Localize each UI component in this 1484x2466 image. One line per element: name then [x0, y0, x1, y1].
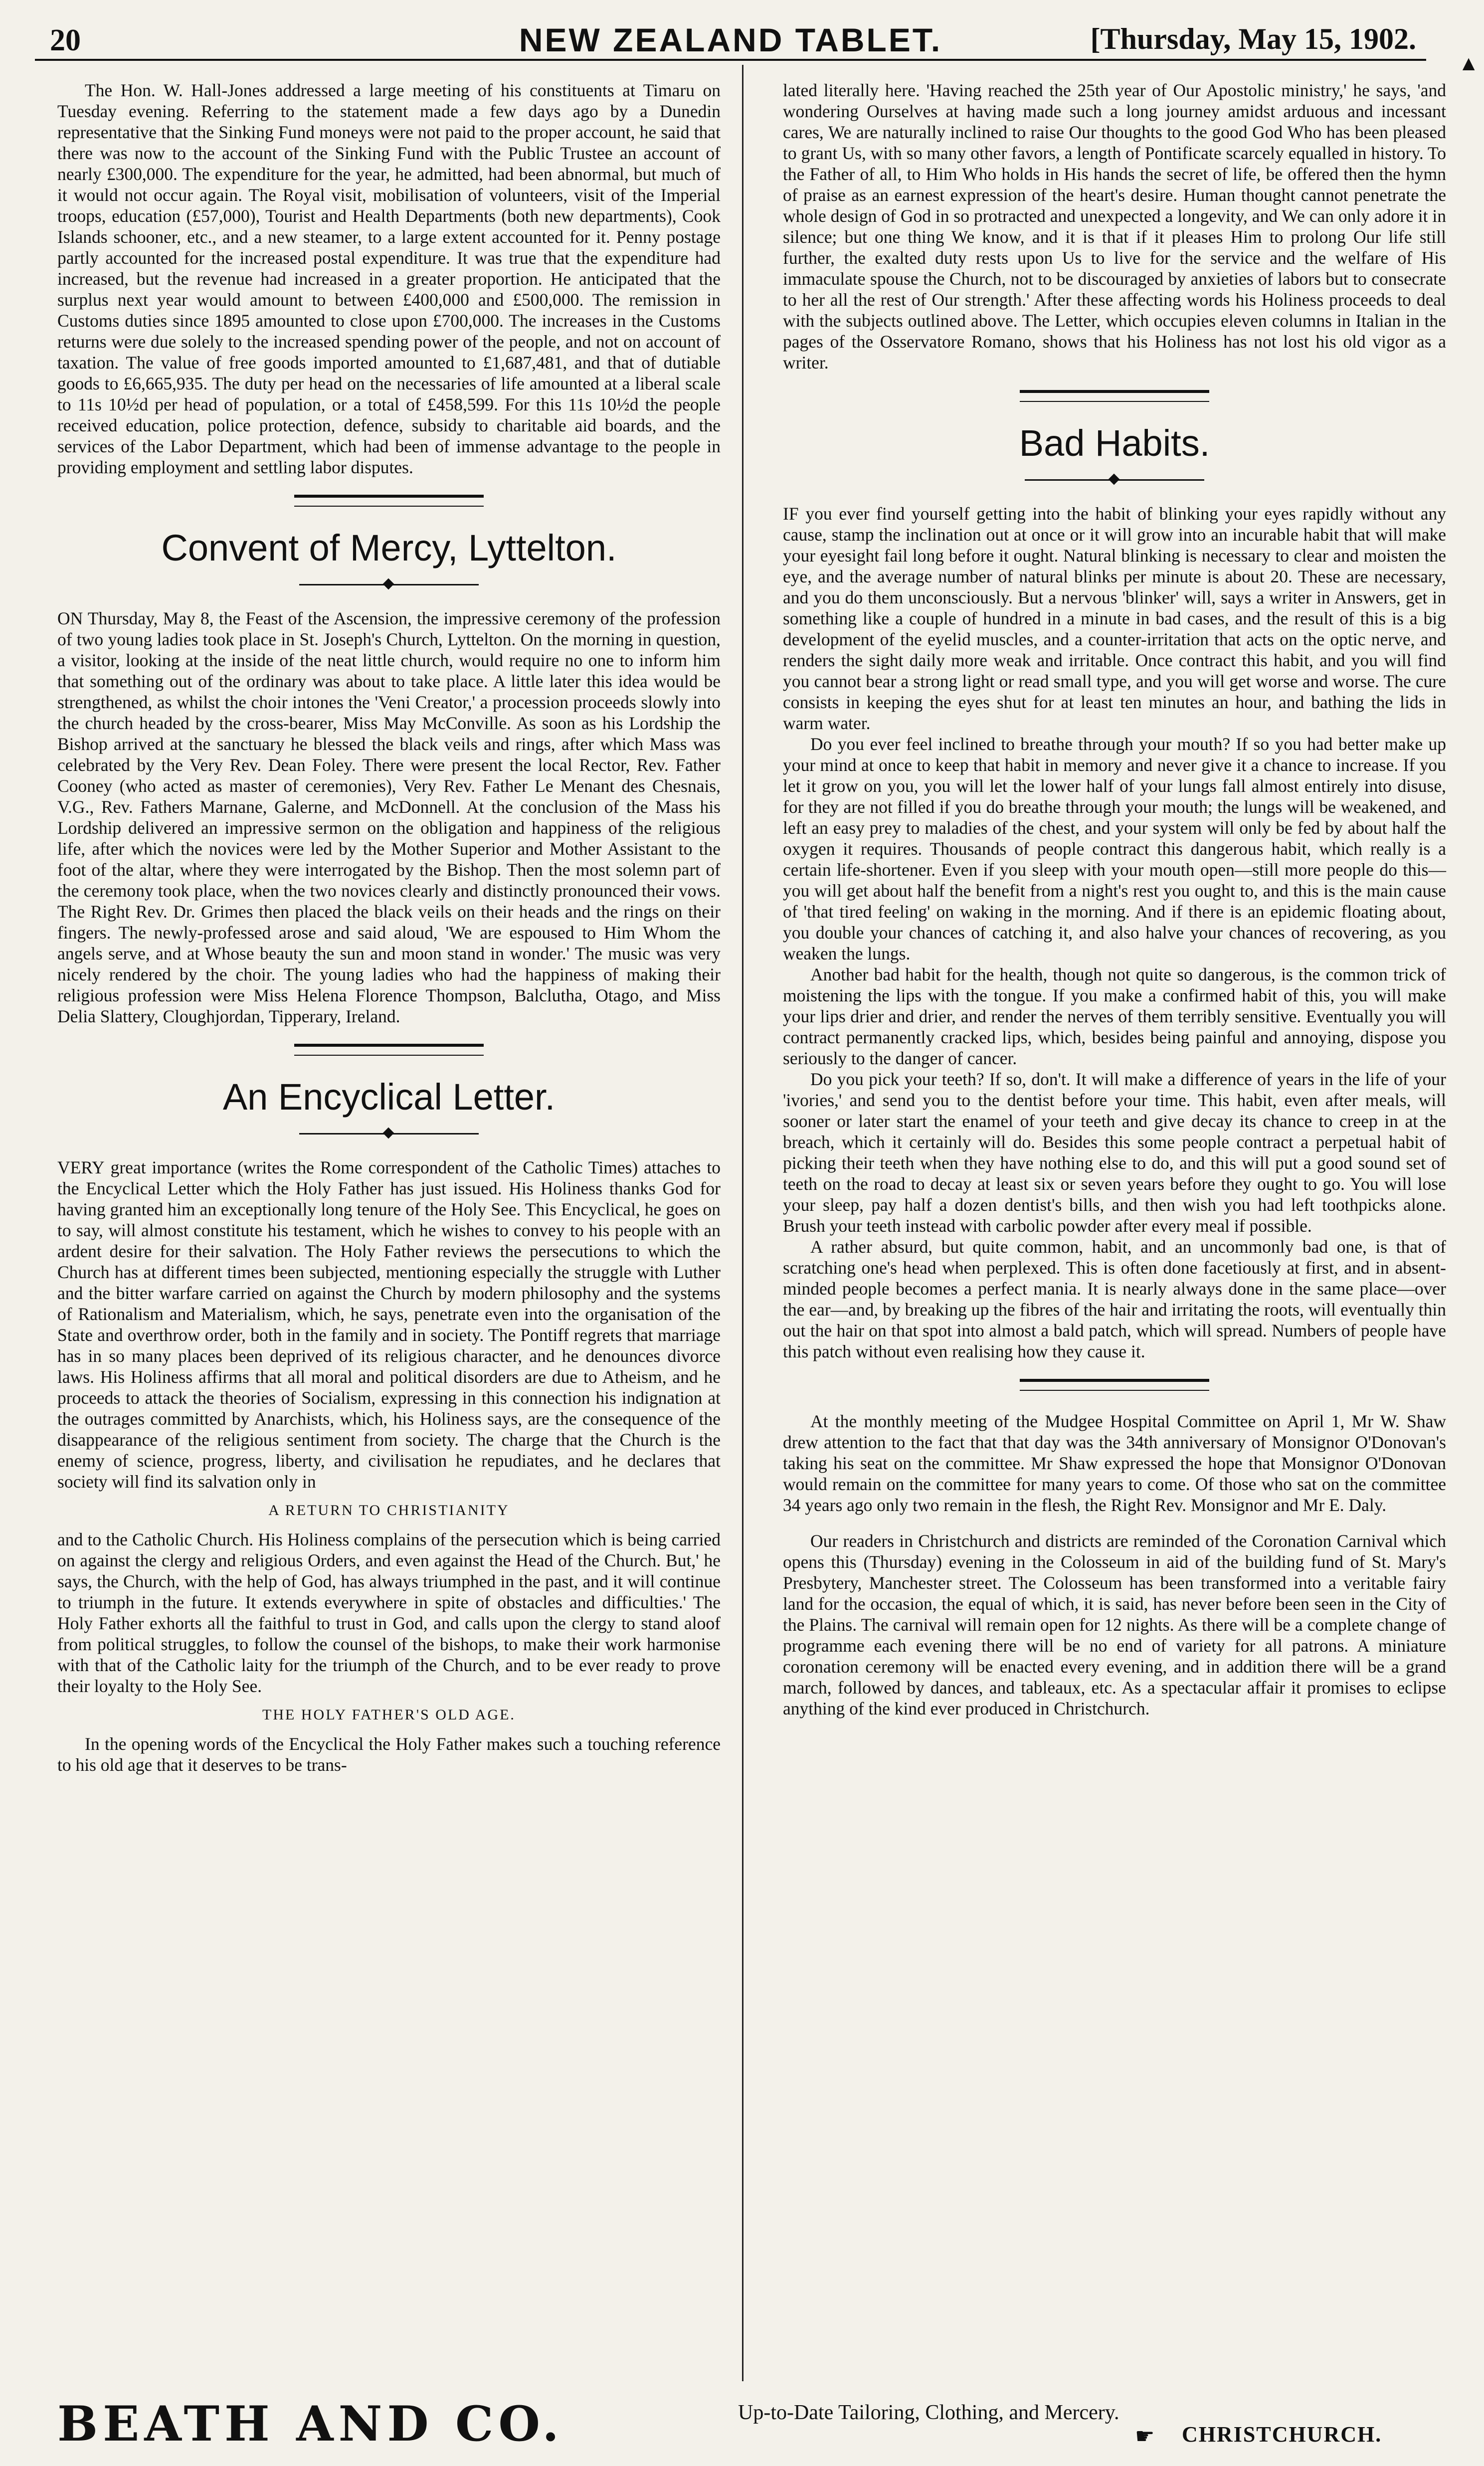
diamond-rule [1025, 474, 1204, 485]
margin-mark-icon: ▲ [1458, 52, 1479, 75]
section-rule [1020, 1379, 1209, 1391]
article-mudgee [783, 1411, 1446, 1516]
article-carnival [783, 1530, 1446, 1719]
article-encyclical-continued [783, 80, 1446, 373]
article-body: At the monthly meeting of the Mudgee Hospital Committee on April 1, Mr W. Shaw drew attention to the fact that that day was the 34th anniversary of Monsignor O'Donovan's taking his seat on the committee. Mr Shaw expressed the hope that Monsignor O'Donovan would remain on the committee for many years to come. Of those who sat on the committee 34 years ago only two remain in the flesh, the Right Rev. Monsignor and Mr E. Daly. [783, 1411, 1446, 1515]
advertiser-tagline: Up-to-Date Tailoring, Clothing, and Mercery. [738, 2401, 1119, 2424]
article-body: Our readers in Christchurch and districts are reminded of the Coronation Carnival which opens this (Thursday) evening in the Colosseum in aid of the building fund of St. Mary's Presbytery, Manchester street. The Colosseum has been transformed into a veritable fairy land for the occasion, the equal of which, it is said, has never before been seen in the City of the Plains. The carnival will remain open for 12 nights. As there will be a complete change of programme each evening there will be no end of variety for all patrons. A miniature coronation ceremony will be enacted every evening, and in addition there will be a grand march, followed by dances, and tableaux, etc. As a spectacular affair it promises to eclipse anything of the kind ever produced in Christchurch. [783, 1531, 1446, 1718]
diamond-icon [383, 1128, 394, 1139]
diamond-rule [299, 1128, 479, 1139]
article-body: In the opening words of the Encyclical the Holy Father makes such a touching reference to his old age that it deserves to be trans- [57, 1734, 721, 1775]
article-bad-habits [783, 503, 1446, 1362]
lead-word: IF [783, 504, 799, 524]
article-encyclical [57, 1157, 721, 1775]
headline-convent: Convent of Mercy, Lyttelton. [161, 527, 617, 569]
article-body: A rather absurd, but quite common, habit, and an uncommonly bad one, is that of scratching one's head when perplexed. This is often done facetiously at first, and in absent-minded people becomes a perfect mania. It is nearly always done in the same place—over the ear—and, by breaking up the fibres of the hair and irritating the roots, will eventually thin out the hair on that spot into almost a bald patch, which will spread. Numbers of people have this patch without even realising how they cause it. [783, 1237, 1446, 1361]
section-rule [294, 495, 484, 507]
article-convent [57, 608, 721, 1027]
page-number: 20 [50, 23, 81, 57]
article-body: you ever find yourself getting into the habit of blinking your eyes rapidly without any cause, stamp the inclination out at once or it will grow into an incurable habit that will make your eyesight fail long before it ought. Natural blinking is necessary to clear and moisten the eye, and the average number of natural blinks per minute is about 20. These are necessary, and you do them unconsciously. But a nervous 'blinker' will, says a writer in Answers, get in something like a couple of hundred in a minute in bad cases, and the result of this is a big development of the eyelid muscles, and a counter-irritation that acts on the optic nerve, and renders the sight daily more weak and irritable. Once contract this habit, and you will find you cannot bear a strong light or read small type, and you will get worse and worse. The cure consists in keeping the eyes shut for at least ten minutes an hour, and bathing the lids in warm water. [783, 504, 1447, 733]
article-body: great importance (writes the Rome correspondent of the Catholic Times) attaches to the Encyclical Letter which the Holy Father has just issued. His Holiness thanks God for having granted him an exceptionally long tenure of the Holy See. This Encyclical, he goes on to say, will almost constitute his testament, which he wishes to convey to his people with an ardent desire for their salvation. The Holy Father reviews the persecutions to which the Church has at different times been subjected, mentioning especially the struggle with Luther and the bitter warfare carried on against the Church by modern philosophy and the systems of Rationalism and Materialism, which, he says, penetrate even into the organisation of the State and overthrow order, both in the family and in society. The Pontiff regrets that marriage has in so many places been deprived of its religious character, and he denounces divorce laws. His Holiness affirms that all moral and political disorders are due to Atheism, and he proceeds to attack the theories of Socialism, expressing in this connection his indignation at the outrages committed by Anarchists, which, his Holiness says, are the consequence of the disappearance of the religious sentiment from society. The charge that the Church is the enemy of science, progress, liberty, and civilisation he repudiates, and he declares that society will find its salvation only in [57, 1157, 721, 1492]
article-body: and to the Catholic Church. His Holiness complains of the persecution which is being carried on against the clergy and religious Orders, and even against the Head of the Church. But,' he says, the Church, with the help of God, has always triumphed in the past, and it will continue to triumph in the future. It extends everywhere in spite of obstacles and difficulties.' The Holy Father exhorts all the faithful to trust in God, and calls upon the clergy to stand aloof from political struggles, to follow the counsel of the bishops, to make their work harmonise with that of the Catholic laity for the triumph of the Church, and to be ever ready to prove their loyalty to the Holy See. [57, 1529, 721, 1696]
diamond-icon [383, 578, 394, 590]
article-body: Do you ever feel inclined to breathe through your mouth? If so you had better make up your mind at once to keep that habit in memory and never give it a chance to increase. If you let it grow on you, you will let the lower half of your lungs fall almost entirely into disuse, for they are not filled if you do breathe through your mouth; the lungs will be weakened, and left an easy prey to maladies of the chest, and your system will only be fed by about half the oxygen it requires. Thousands of people contract this dangerous habit, which really is a certain life-shortener. Even if you sleep with your mouth open—still more people do this—you will get about half the benefit from a night's rest you ought to, and this is the main cause of 'that tired feeling' on waking in the morning. And if there is an epidemic floating about, you double your chances of catching it, and also halve your chances of recovering, as you weaken the lungs. [783, 734, 1446, 963]
advertiser-name: BEATH AND CO. [57, 2396, 564, 2452]
subhead-old-age: THE HOLY FATHER'S OLD AGE. [262, 1707, 516, 1723]
lead-word: VERY [57, 1157, 105, 1177]
headline-encyclical: An Encyclical Letter. [222, 1076, 556, 1118]
section-rule [1020, 390, 1209, 402]
article-body: Another bad habit for the health, though not quite so dangerous, is the common trick of moistening the lips with the tongue. If you make a confirmed habit of this, you will make your lips drier and drier, and render the nerves of them terribly sensitive. Eventually you will contract permanently cracked lips, which, besides being painful and annoying, dispose you seriously to the danger of cancer. [783, 964, 1446, 1068]
article-body: The Hon. W. Hall-Jones addressed a large meeting of his constituents at Timaru on Tuesday evening. Referring to the statement made a few days ago by a Dunedin representative that the Sinking Fund moneys were not paid to the proper account, he said that there was now to the account of the Sinking Fund with the Public Trustee an account of nearly £300,000. The expenditure for the year, he admitted, had been abnormal, but much of it would not occur again. The Royal visit, mobilisation of volunteers, visit of the Imperial troops, education (£57,000), Tourist and Health Departments (both new departments), Cook Islands schooner, etc., and a new steamer, to a large extent accounted for it. Penny postage partly accounted for the increased postal expenditure. It was true that the expenditure had increased, but the revenue had increased in a greater proportion. He anticipated that the surplus next year would amount to between £400,000 and £500,000. The remission in Customs duties since 1895 amounted to close upon £700,000. The increases in the Customs returns were due solely to the increased spending power of the people, and not on account of taxation. The value of free goods imported amounted to £1,687,481, and that of dutiable goods to £6,665,935. The duty per head on the necessaries of life amounted at a liberal scale to 11s 10½d per head of population, or a total of £458,599. For this 11s 10½d the people received education, police protection, defence, subsidy to charitable aid boards, and the services of the Labor Department, which had been of immense advantage to the people in providing employment and settling labor disputes. [57, 80, 721, 477]
issue-date: [Thursday, May 15, 1902. [1090, 22, 1416, 55]
left-column [57, 80, 721, 1775]
right-column [783, 80, 1446, 1719]
diamond-icon [1109, 474, 1120, 485]
masthead [35, 14, 1426, 61]
section-rule [294, 1044, 484, 1056]
lead-word: ON [57, 608, 83, 628]
article-body: Thursday, May 8, the Feast of the Ascension, the impressive ceremony of the profession of two young ladies took place in St. Joseph's Church, Lyttelton. On the morning in question, a visitor, looking at the inside of the neat little church, would require no one to inform him that something out of the ordinary was about to take place. A little later this idea would be strengthened, as whilst the choir intones the 'Veni Creator,' a procession proceeds slowly into the church headed by the cross-bearer, Miss May McConville. As soon as his Lordship the Bishop arrived at the sanctuary he blessed the black veils and rings, after which Mass was celebrated by the Very Rev. Dean Foley. There were present the local Rector, Rev. Father Cooney (who acted as master of ceremonies), Very Rev. Father Le Menant des Chesnais, V.G., Rev. Fathers Marnane, Galerne, and McDonnell. At the conclusion of the Mass his Lordship delivered an impressive sermon on the obligation and happiness of the religious life, after which the novices were led by the Mother Superior and Mother Assistant to the foot of the altar, where they were interrogated by the Bishop. Then the most solemn part of the ceremony took place, when the two novices clearly and distinctly pronounced their vows. The Right Rev. Dr. Grimes then placed the black veils on their heads and the rings on their fingers. The newly-professed arose and said aloud, 'We are espoused to Him Whom the angels serve, and at Whose beauty the sun and moon stand in wonder.' The music was very nicely rendered by the choir. The young ladies who had the happiness of making their religious profession were Miss Helena Florence Thompson, Balclutha, Otago, and Miss Delia Slattery, Cloughjordan, Tipperary, Ireland. [57, 608, 721, 1026]
subhead-return: A RETURN TO CHRISTIANITY [268, 1502, 510, 1518]
advertiser-city: CHRISTCHURCH. [1182, 2422, 1382, 2447]
article-body: Do you pick your teeth? If so, don't. It will make a difference of years in the life of your 'ivories,' and send you to the dentist before your time. This habit, even after meals, will sooner or later start the enamel of your teeth and give decay its chance to creep in at the breach, which it certainly will do. Besides this some people contract a perpetual habit of picking their teeth when they have nothing else to do, and this will put a good sound set of teeth on the road to decay at least six or seven years before they ought to go. You will lose your sleep, pay half a dozen dentist's bills, and then wish you had left toothpicks alone. Brush your teeth instead with carbolic powder after every meal if possible. [783, 1069, 1446, 1236]
article-body: lated literally here. 'Having reached the 25th year of Our Apostolic ministry,' he says, 'and wondering Ourselves at having made such a long journey amidst arduous and incessant cares, We are naturally inclined to raise Our thoughts to the good God Who has been pleased to grant Us, with so many other favors, a length of Pontificate scarcely equalled in history. To the Father of all, to Him Who holds in His hands the secret of life, be offered then the hymn of praise as an earnest expression of the heart's desire. Human thought cannot penetrate the whole design of God in so protracted and unexpected a longevity, and We can only adore it in silence; but one thing We know, and it is that if it pleases Him to prolong Our life still further, the exalted duty rests upon Us to live for the service and the welfare of His immaculate spouse the Church, not to be discouraged by anxieties of labors but to consecrate to her all the rest of Our strength.' After these affecting words his Holiness proceeds to deal with the subjects outlined above. The Letter, which occupies eleven columns in Italian in the pages of the Osservatore Romano, shows that his Holiness has not lost his old vigor as a writer. [783, 80, 1446, 373]
newspaper-title: NEW ZEALAND TABLET. [519, 21, 942, 58]
diamond-rule [299, 579, 479, 590]
column-divider [742, 65, 743, 2381]
footer-advertisement [35, 2389, 1456, 2454]
pointing-hand-icon: ☛ [1135, 2424, 1155, 2449]
headline-bad-habits: Bad Habits. [1019, 422, 1210, 464]
article-hall-jones [57, 80, 721, 478]
